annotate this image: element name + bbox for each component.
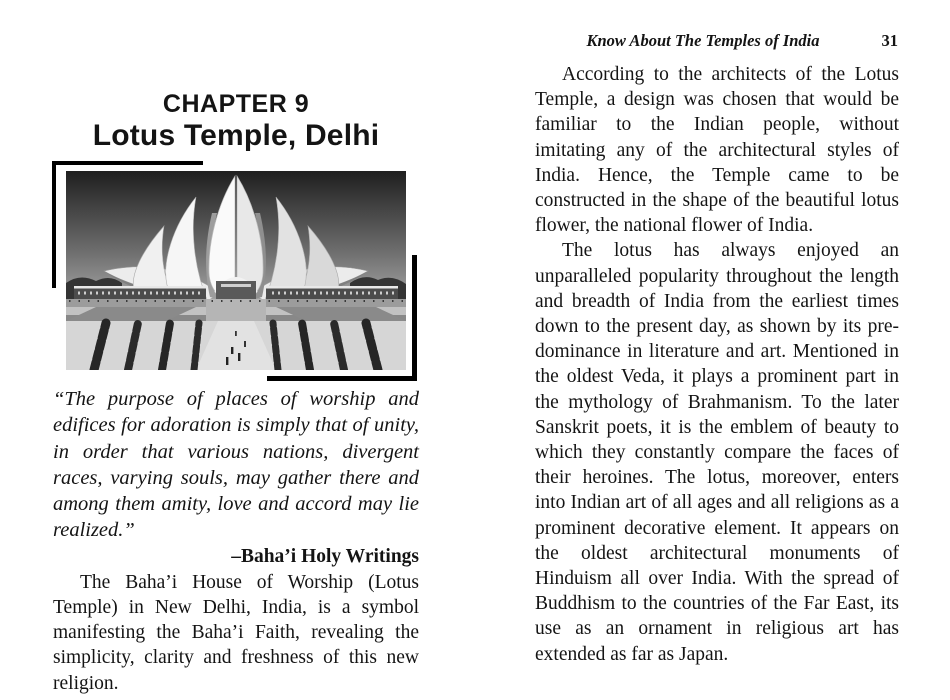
page-number: 31 — [881, 31, 898, 50]
lotus-temple-illustration — [66, 171, 406, 370]
chapter-heading — [53, 90, 419, 152]
right-body-paragraph-1: According to the architects of the Lotus Temple, a design was chosen that would be familiar to the Indian people, without imitating any of the architectural styles of India. Hence, the Temple came to be constructed in the shape of the beautiful lotus flower, the national flower of India. — [535, 64, 899, 237]
right-page — [535, 31, 899, 667]
epigraph-quote: “The purpose of places of worship and edifices for adoration is simply that of unity, in order that various nations, divergent races, varying souls, may gather there and among them amity, love and accord may lie realized.” — [53, 388, 419, 542]
quote-attribution: –Baha’i Holy Writings — [231, 545, 419, 567]
left-page-text — [53, 386, 419, 696]
running-header-title: Know About The Temples of India — [586, 31, 820, 50]
right-body-paragraph-2: The lotus has always enjoyed an unparalleled popularity throughout the length and breadth of India from the earliest times down to the present day, as shown by its pre-dominance in literature and art. Mentioned in the oldest Veda, it plays a prominent part in the mythology of Brahmanism. To the later Sanskrit poets, it is the emblem of beauty to which they constantly compare the faces of their heroines. The lotus, moreover, enters into Indian art of all ages and all religions as a prominent decorative element. It appears on the oldest architectural monuments of Hinduism all over India. With the spread of Buddhism to the countries of the Far East, its use as an ornament in religious art has extended as far as Japan. — [535, 240, 899, 665]
chapter-title: Lotus Temple, Delhi — [92, 119, 380, 152]
right-page-text — [535, 62, 899, 667]
chapter-number: CHAPTER 9 — [162, 90, 310, 118]
lotus-temple-photo — [66, 171, 406, 370]
running-header — [535, 31, 899, 53]
left-body-paragraph: The Baha’i House of Worship (Lotus Temple) in New Delhi, India, is a symbol manifesting the Baha’i Faith, revealing the simplicity, clarity and freshness of this new religion. — [53, 571, 419, 694]
